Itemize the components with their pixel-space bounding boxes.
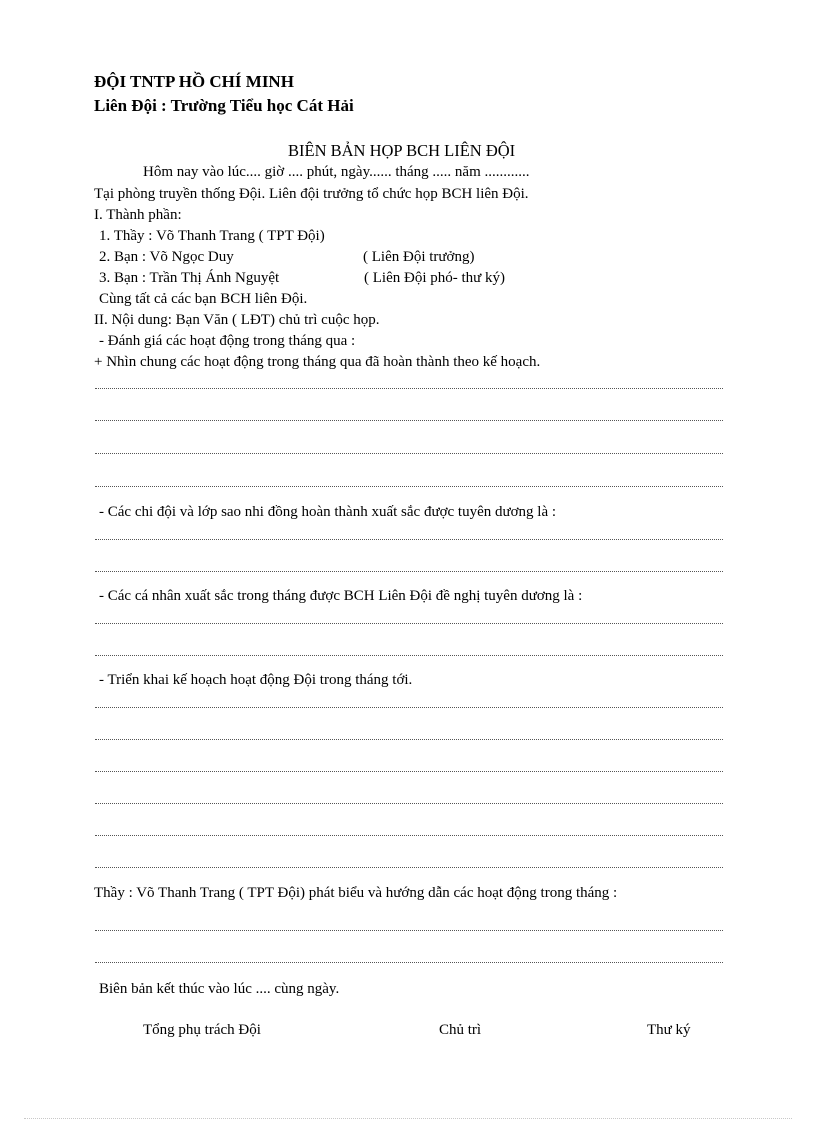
- fill-line: [95, 571, 723, 572]
- teacher-remarks-heading: Thầy : Võ Thanh Trang ( TPT Đội) phát biểu và hướng dẫn các hoạt động trong tháng :: [94, 885, 618, 901]
- fill-line: [95, 771, 723, 772]
- fill-line: [95, 655, 723, 656]
- evaluation-summary: + Nhìn chung các hoạt động trong tháng qua đã hoàn thành theo kế hoạch.: [94, 354, 541, 370]
- fill-line: [95, 486, 723, 487]
- member-3-role: ( Liên Đội phó- thư ký): [364, 270, 506, 286]
- school-name: Liên Đội : Trường Tiểu học Cát Hải: [94, 96, 354, 115]
- signature-secretary: Thư ký: [647, 1022, 691, 1038]
- fill-line: [95, 962, 723, 963]
- praise-individuals-heading: - Các cá nhân xuất sắc trong tháng được BCH Liên Đội đề nghị tuyên dương là :: [99, 588, 583, 604]
- fill-line: [95, 803, 723, 804]
- signature-leader: Tổng phụ trách Đội: [143, 1022, 261, 1038]
- fill-line: [95, 539, 723, 540]
- evaluation-heading: - Đánh giá các hoạt động trong tháng qua :: [99, 333, 356, 349]
- member-2: 2. Bạn : Võ Ngọc Duy: [99, 249, 234, 265]
- signature-chair: Chủ trì: [439, 1022, 482, 1038]
- fill-line: [95, 388, 723, 389]
- fill-line: [95, 930, 723, 931]
- section-1-heading: I. Thành phần:: [94, 207, 182, 223]
- member-3: 3. Bạn : Trần Thị Ánh Nguyệt: [99, 270, 280, 286]
- fill-line: [95, 420, 723, 421]
- fill-line: [95, 453, 723, 454]
- member-2-role: ( Liên Đội trưởng): [363, 249, 475, 265]
- plan-heading: - Triển khai kế hoạch hoạt động Đội trong tháng tới.: [99, 672, 413, 688]
- section-2-heading: II. Nội dung: Bạn Văn ( LĐT) chủ trì cuộc họp.: [94, 312, 380, 328]
- document-title: BIÊN BẢN HỌP BCH LIÊN ĐỘI: [288, 141, 516, 160]
- org-name: ĐỘI TNTP HỒ CHÍ MINH: [94, 72, 294, 91]
- page-edge-divider: [24, 1118, 792, 1119]
- fill-line: [95, 867, 723, 868]
- fill-line: [95, 835, 723, 836]
- member-1: 1. Thầy : Võ Thanh Trang ( TPT Đội): [99, 228, 325, 244]
- fill-line: [95, 623, 723, 624]
- meeting-place-line: Tại phòng truyền thống Đội. Liên đội trưởng tổ chức họp BCH liên Đội.: [94, 186, 529, 202]
- meeting-time-line: Hôm nay vào lúc.... giờ .... phút, ngày...... tháng ..... năm ............: [143, 164, 530, 180]
- members-closing: Cùng tất cả các bạn BCH liên Đội.: [99, 291, 308, 307]
- closing-line: Biên bản kết thúc vào lúc .... cùng ngày.: [99, 981, 340, 997]
- praise-classes-heading: - Các chi đội và lớp sao nhi đồng hoàn thành xuất sắc được tuyên dương là :: [99, 504, 557, 520]
- fill-line: [95, 707, 723, 708]
- fill-line: [95, 739, 723, 740]
